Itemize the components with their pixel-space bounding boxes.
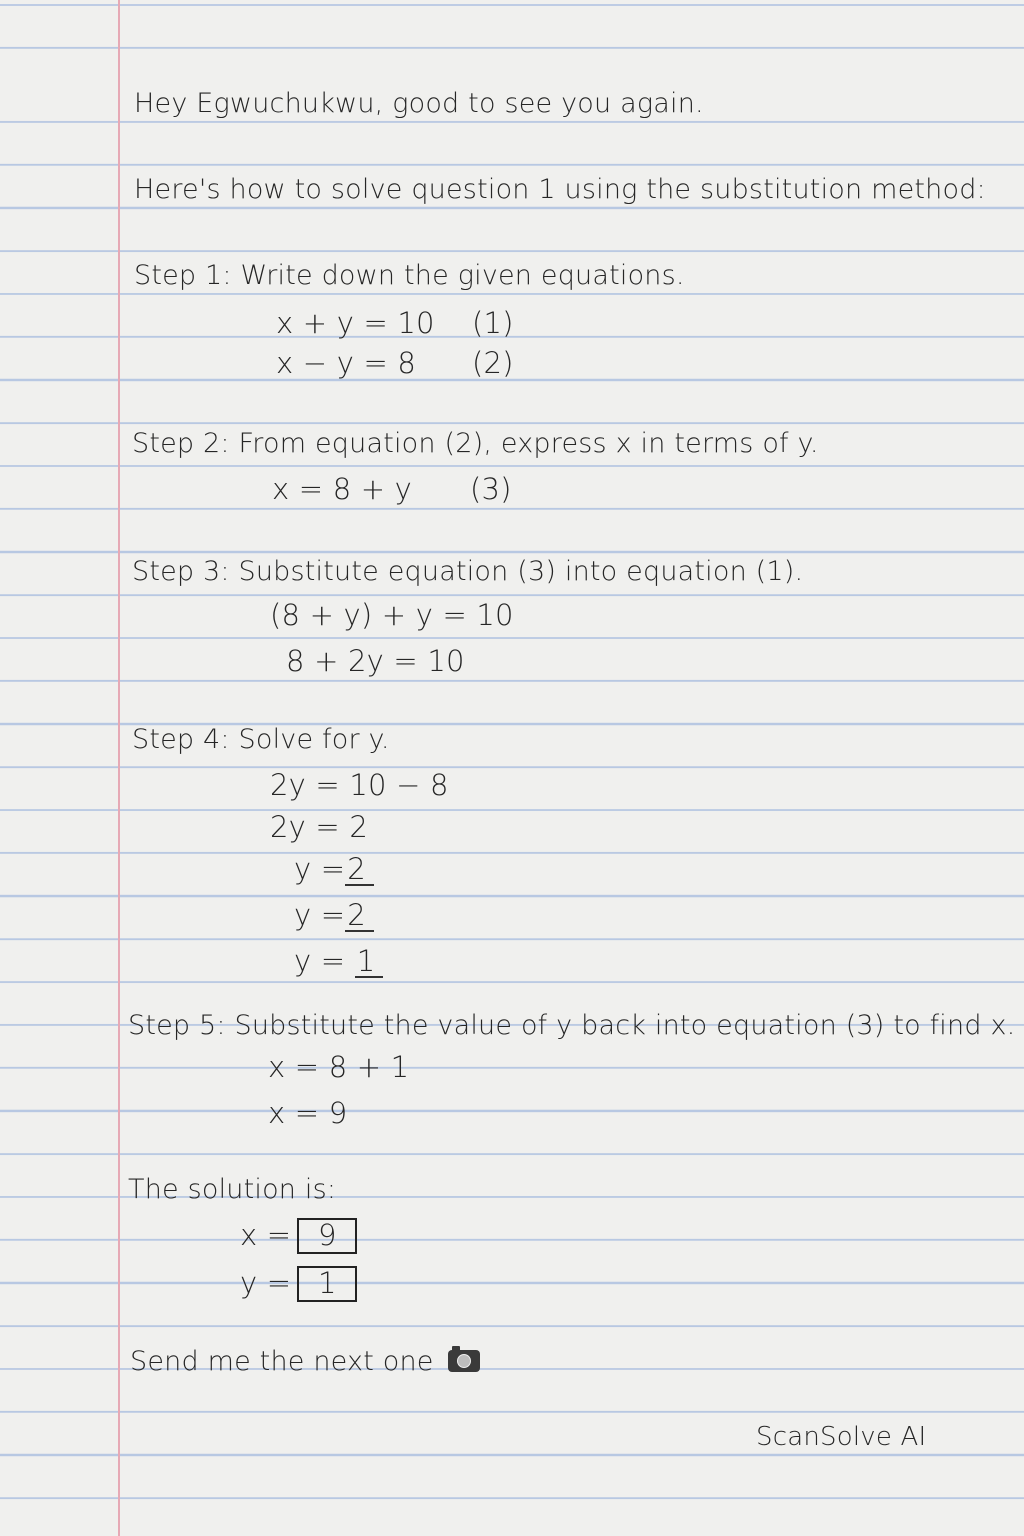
step5-line-2: x = 9 [268,1096,348,1130]
solution-y [240,1266,357,1302]
solution-x-box: 9 [297,1218,357,1254]
solution-title: The solution is: [128,1174,337,1205]
step3-title: Step 3: Substitute equation (3) into equation (1). [132,556,804,587]
closing-line [130,1346,480,1377]
step3-line-1: (8 + y) + y = 10 [270,598,514,632]
closing-text: Send me the next one [130,1346,434,1377]
step4-line-4-lhs: y = [294,898,346,932]
step4-line-3-lhs: y = [294,852,346,886]
step1-equation-1: x + y = 10 [276,306,435,340]
step4-line-3 [294,852,374,886]
solution-y-lhs: y = [240,1266,292,1300]
step2-title: Step 2: From equation (2), express x in terms of y. [132,428,819,459]
margin-line [118,0,120,1536]
step1-title: Step 1: Write down the given equations. [134,260,685,291]
step2-equation: x = 8 + y [272,472,413,506]
step4-line-4 [294,898,374,932]
solution-y-box: 1 [297,1266,357,1302]
step1-equation-2: x − y = 8 [276,346,417,380]
brand-signature: ScanSolve AI [756,1422,927,1452]
step4-title: Step 4: Solve for y. [132,724,390,755]
step4-line-2: 2y = 2 [270,810,368,844]
solution-x-lhs: x = [240,1218,292,1252]
step4-line-5-lhs: y = [294,944,346,978]
greeting: Hey Egwuchukwu, good to see you again. [134,88,704,119]
solution-x [240,1218,357,1254]
step2-equation-number: (3) [470,472,512,506]
camera-icon [448,1350,480,1372]
step5-title: Step 5: Substitute the value of y back into equation (3) to find x. [128,1010,1016,1041]
step4-line-3-fraction: 2 [345,855,374,886]
step5-line-1: x = 8 + 1 [268,1050,410,1084]
step3-line-2: 8 + 2y = 10 [286,644,465,678]
step1-equation-2-number: (2) [472,346,514,380]
step4-line-5-value: 1 [355,947,384,978]
step1-equation-1-number: (1) [472,306,514,340]
step4-line-4-fraction: 2 [345,901,374,932]
step4-line-1: 2y = 10 − 8 [270,768,449,802]
intro-text: Here's how to solve question 1 using the substitution method: [134,174,986,205]
step4-line-5 [294,944,383,978]
